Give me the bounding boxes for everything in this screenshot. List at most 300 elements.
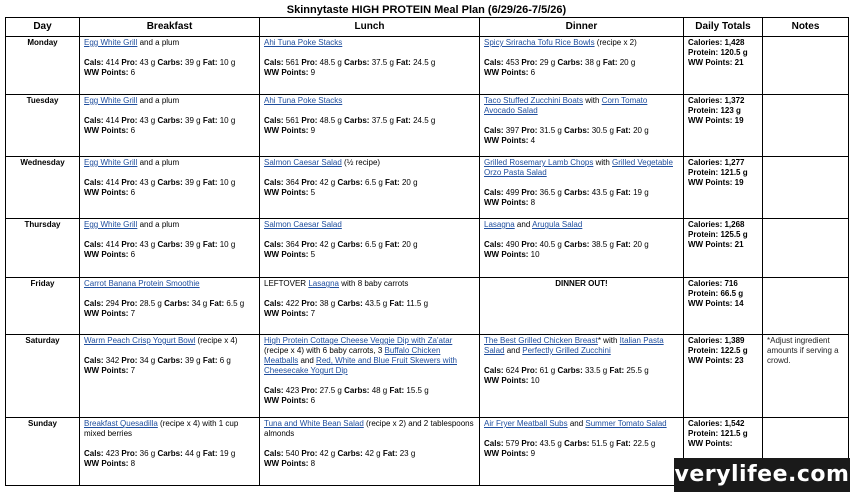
day-cell: Monday bbox=[6, 37, 80, 95]
cals-value: 294 bbox=[105, 299, 120, 308]
meal-description bbox=[484, 220, 679, 230]
spacer bbox=[84, 48, 255, 58]
cals-value: 423 bbox=[285, 386, 300, 395]
carbs-value: 6.5 g bbox=[365, 178, 383, 187]
recipe-link[interactable]: Egg White Grill bbox=[84, 96, 138, 105]
meal-text: and bbox=[298, 356, 317, 365]
day-cell: Friday bbox=[6, 278, 80, 335]
recipe-link[interactable]: Warm Peach Crisp Yogurt Bowl bbox=[84, 336, 196, 345]
total-ww-value: 21 bbox=[734, 58, 744, 67]
notes-cell bbox=[763, 37, 849, 95]
carbs-label: Carbs: bbox=[157, 178, 183, 187]
recipe-link[interactable]: Summer Tomato Salad bbox=[585, 419, 667, 428]
notes-cell bbox=[763, 219, 849, 278]
carbs-label: Carbs: bbox=[564, 439, 590, 448]
day-cell: Tuesday bbox=[6, 95, 80, 157]
pro-value: 38 g bbox=[319, 299, 336, 308]
spacer bbox=[264, 168, 475, 178]
cals-label: Cals: bbox=[84, 356, 104, 365]
cals-value: 561 bbox=[285, 58, 300, 67]
meal-text: LEFTOVER bbox=[264, 279, 309, 288]
carbs-label: Carbs: bbox=[157, 449, 183, 458]
nutrition-stats bbox=[484, 188, 679, 198]
calories-label: Calories: bbox=[688, 38, 723, 47]
daily-totals-cell bbox=[684, 95, 763, 157]
day-cell: Sunday bbox=[6, 418, 80, 486]
calories-label: Calories: bbox=[688, 336, 723, 345]
pro-label: Pro: bbox=[121, 240, 138, 249]
meal-description bbox=[264, 279, 475, 289]
header-day: Day bbox=[6, 18, 80, 37]
ww-label: WW Points: bbox=[264, 126, 309, 135]
meal-description bbox=[484, 336, 679, 356]
calories-label: Calories: bbox=[688, 158, 723, 167]
ww-label: WW Points: bbox=[84, 366, 129, 375]
fat-value: 11.5 g bbox=[406, 299, 429, 308]
ww-value: 6 bbox=[130, 250, 136, 259]
protein-label: Protein: bbox=[688, 48, 719, 57]
calories-label: Calories: bbox=[688, 419, 723, 428]
fat-label: Fat: bbox=[202, 240, 218, 249]
ww-points bbox=[264, 126, 475, 136]
carbs-label: Carbs: bbox=[157, 356, 183, 365]
pro-value: 36 g bbox=[139, 449, 156, 458]
cals-label: Cals: bbox=[264, 299, 284, 308]
fat-value: 10 g bbox=[219, 240, 236, 249]
fat-value: 25.5 g bbox=[626, 366, 649, 375]
fat-value: 20 g bbox=[633, 126, 649, 135]
meal-text: with bbox=[593, 158, 613, 167]
protein-label: Protein: bbox=[688, 289, 719, 298]
carbs-value: 39 g bbox=[185, 58, 201, 67]
nutrition-stats bbox=[264, 58, 475, 68]
total-protein bbox=[688, 48, 758, 58]
total-protein-value: 123 g bbox=[720, 106, 741, 115]
cals-value: 414 bbox=[105, 178, 120, 187]
carbs-label: Carbs: bbox=[157, 58, 183, 67]
spacer bbox=[264, 289, 475, 299]
dinner-cell bbox=[480, 418, 684, 486]
cals-label: Cals: bbox=[484, 188, 504, 197]
meal-description bbox=[84, 279, 255, 289]
carbs-value: 30.5 g bbox=[591, 126, 614, 135]
ww-points bbox=[84, 188, 255, 198]
recipe-link[interactable]: Breakfast Quesadilla bbox=[84, 419, 158, 428]
cals-label: Cals: bbox=[264, 178, 284, 187]
recipe-link[interactable]: Italian Pasta Salad bbox=[484, 336, 664, 355]
ww-label: WW Points: bbox=[264, 188, 309, 197]
pro-label: Pro: bbox=[521, 240, 538, 249]
notes-cell bbox=[763, 95, 849, 157]
fat-label: Fat: bbox=[202, 116, 218, 125]
fat-value: 24.5 g bbox=[413, 58, 436, 67]
breakfast-cell bbox=[80, 219, 260, 278]
recipe-link[interactable]: Grilled Rosemary Lamb Chops bbox=[484, 158, 594, 167]
nutrition-stats bbox=[264, 449, 475, 459]
day-cell: Wednesday bbox=[6, 157, 80, 219]
recipe-link[interactable]: Red, White and Blue Fruit Skewers with Cheesecake Yogurt Dip bbox=[264, 356, 457, 375]
total-ww bbox=[688, 240, 758, 250]
pro-label: Pro: bbox=[521, 188, 538, 197]
header-breakfast: Breakfast bbox=[80, 18, 260, 37]
breakfast-cell bbox=[80, 95, 260, 157]
breakfast-cell bbox=[80, 278, 260, 335]
day-cell: Thursday bbox=[6, 219, 80, 278]
spacer bbox=[264, 48, 475, 58]
pro-label: Pro: bbox=[121, 116, 138, 125]
ww-label: WW Points: bbox=[84, 250, 129, 259]
calories-label: Calories: bbox=[688, 96, 723, 105]
nutrition-stats bbox=[84, 58, 255, 68]
recipe-link[interactable]: Ahi Tuna Poke Stacks bbox=[264, 38, 343, 47]
ww-points bbox=[84, 309, 255, 319]
meal-text: and a plum bbox=[137, 158, 180, 167]
daily-totals-cell bbox=[684, 278, 763, 335]
nutrition-stats bbox=[484, 366, 679, 376]
carbs-value: 39 g bbox=[185, 178, 201, 187]
fat-value: 20 g bbox=[401, 178, 418, 187]
cals-value: 342 bbox=[105, 356, 120, 365]
calories-label: Calories: bbox=[688, 279, 723, 288]
meal-text: (recipe x 2) bbox=[594, 38, 637, 47]
fat-label: Fat: bbox=[202, 58, 218, 67]
carbs-label: Carbs: bbox=[344, 386, 370, 395]
fat-value: 23 g bbox=[399, 449, 416, 458]
carbs-value: 51.5 g bbox=[591, 439, 614, 448]
meal-text: (½ recipe) bbox=[341, 158, 381, 167]
table-row bbox=[6, 219, 849, 278]
ww-label: WW Points: bbox=[264, 396, 309, 405]
cals-label: Cals: bbox=[84, 449, 104, 458]
breakfast-cell bbox=[80, 418, 260, 486]
pro-value: 43 g bbox=[139, 240, 156, 249]
pro-value: 27.5 g bbox=[319, 386, 342, 395]
pro-label: Pro: bbox=[521, 126, 538, 135]
total-calories-value: 1,372 bbox=[724, 96, 745, 105]
ww-value: 6 bbox=[530, 68, 536, 77]
breakfast-cell bbox=[80, 335, 260, 418]
meal-text: and a plum bbox=[137, 38, 180, 47]
lunch-cell bbox=[260, 335, 480, 418]
recipe-link[interactable]: Egg White Grill bbox=[84, 220, 138, 229]
dinner-cell bbox=[480, 95, 684, 157]
lunch-cell bbox=[260, 157, 480, 219]
ww-value: 6 bbox=[310, 396, 316, 405]
nutrition-stats bbox=[84, 116, 255, 126]
notes-cell bbox=[763, 278, 849, 335]
carbs-label: Carbs: bbox=[344, 58, 370, 67]
recipe-link[interactable]: Carrot Banana Protein Smoothie bbox=[84, 279, 200, 288]
cals-label: Cals: bbox=[484, 366, 504, 375]
daily-totals-cell bbox=[684, 37, 763, 95]
pro-label: Pro: bbox=[121, 356, 138, 365]
recipe-link[interactable]: Lasagna bbox=[308, 279, 340, 288]
cals-label: Cals: bbox=[264, 386, 284, 395]
recipe-link[interactable]: Buffalo Chicken Meatballs bbox=[264, 346, 441, 365]
ww-points bbox=[264, 309, 475, 319]
pro-label: Pro: bbox=[521, 439, 538, 448]
total-protein-value: 120.5 g bbox=[720, 48, 748, 57]
meal-description bbox=[84, 220, 255, 230]
fat-value: 15.5 g bbox=[406, 386, 429, 395]
ww-points bbox=[264, 68, 475, 78]
meal-text: with 8 baby carrots bbox=[339, 279, 409, 288]
total-ww bbox=[688, 356, 758, 366]
cals-value: 414 bbox=[105, 240, 120, 249]
recipe-link[interactable]: Air Fryer Meatball Subs bbox=[484, 419, 568, 428]
nutrition-stats bbox=[84, 178, 255, 188]
ww-points bbox=[264, 396, 475, 406]
fat-value: 19 g bbox=[219, 449, 236, 458]
carbs-value: 39 g bbox=[185, 356, 201, 365]
recipe-link[interactable]: Egg White Grill bbox=[84, 158, 138, 167]
fat-label: Fat: bbox=[385, 240, 400, 249]
cals-label: Cals: bbox=[484, 126, 504, 135]
total-protein-value: 121.5 g bbox=[720, 168, 748, 177]
day-cell: Saturday bbox=[6, 335, 80, 418]
ww-label: WW Points: bbox=[484, 68, 529, 77]
spacer bbox=[84, 346, 255, 356]
spacer bbox=[84, 289, 255, 299]
recipe-link[interactable]: Perfectly Grilled Zucchini bbox=[522, 346, 611, 355]
cals-value: 397 bbox=[505, 126, 520, 135]
ww-points bbox=[84, 126, 255, 136]
fat-label: Fat: bbox=[389, 386, 405, 395]
pro-label: Pro: bbox=[301, 240, 318, 249]
ww-value: 6 bbox=[130, 126, 136, 135]
fat-value: 20 g bbox=[401, 240, 418, 249]
ww-label: WW Points: bbox=[688, 178, 733, 187]
total-calories-value: 1,542 bbox=[724, 419, 745, 428]
nutrition-stats bbox=[264, 240, 475, 250]
pro-label: Pro: bbox=[121, 299, 138, 308]
total-ww bbox=[688, 439, 758, 449]
carbs-value: 42 g bbox=[365, 449, 381, 458]
pro-label: Pro: bbox=[121, 178, 138, 187]
total-ww-value: 21 bbox=[734, 240, 744, 249]
cals-value: 624 bbox=[505, 366, 520, 375]
cals-label: Cals: bbox=[264, 449, 284, 458]
nutrition-stats bbox=[84, 299, 255, 309]
ww-value: 8 bbox=[310, 459, 316, 468]
fat-value: 6 g bbox=[219, 356, 231, 365]
pro-value: 43.5 g bbox=[539, 439, 562, 448]
table-row bbox=[6, 37, 849, 95]
carbs-value: 34 g bbox=[191, 299, 208, 308]
dinner-cell bbox=[480, 335, 684, 418]
page-title: Skinnytaste HIGH PROTEIN Meal Plan (6/29/26-7/5/26) bbox=[286, 4, 567, 16]
carbs-value: 37.5 g bbox=[371, 116, 394, 125]
notes-cell bbox=[763, 157, 849, 219]
pro-value: 31.5 g bbox=[539, 126, 562, 135]
carbs-value: 6.5 g bbox=[365, 240, 383, 249]
ww-value: 7 bbox=[130, 366, 136, 375]
total-ww-value: 14 bbox=[734, 299, 744, 308]
ww-value: 5 bbox=[310, 250, 316, 259]
ww-points bbox=[84, 250, 255, 260]
recipe-link[interactable]: The Best Grilled Chicken Breast bbox=[484, 336, 598, 345]
nutrition-stats bbox=[264, 299, 475, 309]
ww-value: 6 bbox=[130, 188, 136, 197]
carbs-label: Carbs: bbox=[157, 240, 183, 249]
ww-value: 9 bbox=[310, 126, 316, 135]
meal-description bbox=[264, 220, 475, 230]
meal-text: (recipe x 4) with 6 baby carrots, 3 bbox=[264, 346, 385, 355]
nutrition-stats bbox=[484, 126, 679, 136]
pro-label: Pro: bbox=[121, 449, 138, 458]
total-protein bbox=[688, 168, 758, 178]
total-protein bbox=[688, 346, 758, 356]
ww-label: WW Points: bbox=[84, 68, 129, 77]
total-calories bbox=[688, 96, 758, 106]
carbs-value: 37.5 g bbox=[371, 58, 394, 67]
carbs-value: 43.5 g bbox=[591, 188, 614, 197]
carbs-label: Carbs: bbox=[157, 116, 183, 125]
ww-label: WW Points: bbox=[484, 449, 529, 458]
cals-value: 414 bbox=[105, 116, 120, 125]
ww-points bbox=[484, 136, 679, 146]
meal-description bbox=[264, 158, 475, 168]
cals-label: Cals: bbox=[484, 439, 504, 448]
ww-label: WW Points: bbox=[84, 459, 129, 468]
table-row bbox=[6, 95, 849, 157]
pro-label: Pro: bbox=[301, 178, 318, 187]
recipe-link[interactable]: Spicy Sriracha Tofu Rice Bowls bbox=[484, 38, 595, 47]
carbs-value: 33.5 g bbox=[585, 366, 608, 375]
ww-points bbox=[484, 449, 679, 459]
ww-points bbox=[264, 250, 475, 260]
header-notes: Notes bbox=[763, 18, 849, 37]
total-protein bbox=[688, 106, 758, 116]
nutrition-stats bbox=[264, 178, 475, 188]
fat-label: Fat: bbox=[396, 116, 411, 125]
ww-label: WW Points: bbox=[264, 250, 309, 259]
ww-value: 8 bbox=[530, 198, 536, 207]
breakfast-cell bbox=[80, 37, 260, 95]
pro-value: 36.5 g bbox=[539, 188, 562, 197]
fat-value: 20 g bbox=[633, 240, 649, 249]
fat-value: 22.5 g bbox=[633, 439, 656, 448]
fat-value: 24.5 g bbox=[413, 116, 436, 125]
pro-value: 28.5 g bbox=[139, 299, 162, 308]
total-calories-value: 716 bbox=[724, 279, 738, 288]
fat-label: Fat: bbox=[382, 449, 398, 458]
ww-points bbox=[84, 459, 255, 469]
cals-value: 364 bbox=[285, 178, 300, 187]
ww-label: WW Points: bbox=[264, 309, 309, 318]
recipe-link[interactable]: Egg White Grill bbox=[84, 38, 138, 47]
spacer bbox=[84, 439, 255, 449]
ww-label: WW Points: bbox=[484, 376, 529, 385]
total-protein-value: 122.5 g bbox=[720, 346, 748, 355]
ww-label: WW Points: bbox=[84, 188, 129, 197]
pro-label: Pro: bbox=[301, 58, 318, 67]
ww-label: WW Points: bbox=[484, 198, 529, 207]
meal-text: * with bbox=[597, 336, 620, 345]
ww-points bbox=[84, 366, 255, 376]
pro-label: Pro: bbox=[521, 366, 538, 375]
carbs-value: 43.5 g bbox=[365, 299, 388, 308]
cals-value: 422 bbox=[285, 299, 300, 308]
ww-points bbox=[484, 250, 679, 260]
notes-cell: *Adjust ingredient amounts if serving a crowd. bbox=[763, 335, 849, 418]
cals-label: Cals: bbox=[484, 58, 504, 67]
recipe-link[interactable]: Corn Tomato Avocado Salad bbox=[484, 96, 648, 115]
ww-label: WW Points: bbox=[264, 68, 309, 77]
recipe-link[interactable]: Tuna and White Bean Salad bbox=[264, 419, 364, 428]
carbs-value: 48 g bbox=[371, 386, 388, 395]
lunch-cell bbox=[260, 37, 480, 95]
spacer bbox=[484, 356, 679, 366]
meal-text: and bbox=[504, 346, 523, 355]
meal-text: and a plum bbox=[137, 96, 180, 105]
fat-value: 10 g bbox=[219, 116, 236, 125]
recipe-link[interactable]: Grilled Vegetable Orzo Pasta Salad bbox=[484, 158, 673, 177]
fat-label: Fat: bbox=[396, 58, 411, 67]
meal-text: (recipe x 4) with 1 cup mixed berries bbox=[84, 419, 239, 438]
fat-label: Fat: bbox=[209, 299, 225, 308]
cals-label: Cals: bbox=[84, 178, 104, 187]
cals-value: 499 bbox=[505, 188, 520, 197]
total-protein bbox=[688, 230, 758, 240]
lunch-cell bbox=[260, 418, 480, 486]
protein-label: Protein: bbox=[688, 106, 719, 115]
recipe-link[interactable]: Arugula Salad bbox=[532, 220, 583, 229]
ww-label: WW Points: bbox=[264, 459, 309, 468]
meal-description bbox=[484, 158, 679, 178]
carbs-value: 44 g bbox=[185, 449, 201, 458]
breakfast-cell bbox=[80, 157, 260, 219]
recipe-link[interactable]: Salmon Caesar Salad bbox=[264, 220, 342, 229]
cals-label: Cals: bbox=[264, 116, 284, 125]
dinner-cell bbox=[480, 157, 684, 219]
total-ww bbox=[688, 299, 758, 309]
fat-label: Fat: bbox=[202, 449, 218, 458]
total-calories bbox=[688, 279, 758, 289]
fat-label: Fat: bbox=[202, 178, 218, 187]
fat-label: Fat: bbox=[616, 126, 631, 135]
carbs-label: Carbs: bbox=[337, 299, 363, 308]
pro-value: 61 g bbox=[539, 366, 556, 375]
total-protein bbox=[688, 289, 758, 299]
recipe-link[interactable]: Salmon Caesar Salad bbox=[264, 158, 342, 167]
recipe-link[interactable]: Taco Stuffed Zucchini Boats bbox=[484, 96, 584, 105]
pro-label: Pro: bbox=[301, 116, 318, 125]
protein-label: Protein: bbox=[688, 168, 719, 177]
dinner-out-cell: DINNER OUT! bbox=[480, 278, 684, 335]
carbs-label: Carbs: bbox=[557, 58, 583, 67]
ww-value: 5 bbox=[310, 188, 316, 197]
ww-value: 4 bbox=[530, 136, 536, 145]
recipe-link[interactable]: High Protein Cottage Cheese Veggie Dip with Za'atar bbox=[264, 336, 453, 345]
ww-value: 10 bbox=[530, 250, 540, 259]
fat-label: Fat: bbox=[385, 178, 400, 187]
pro-value: 42 g bbox=[319, 240, 336, 249]
meal-text: with bbox=[583, 96, 602, 105]
carbs-label: Carbs: bbox=[337, 449, 363, 458]
ww-value: 8 bbox=[130, 459, 136, 468]
meal-description bbox=[84, 96, 255, 106]
daily-totals-cell bbox=[684, 157, 763, 219]
total-calories bbox=[688, 220, 758, 230]
recipe-link[interactable]: Lasagna bbox=[484, 220, 515, 229]
carbs-label: Carbs: bbox=[337, 240, 363, 249]
recipe-link[interactable]: Ahi Tuna Poke Stacks bbox=[264, 96, 343, 105]
meal-description bbox=[484, 419, 679, 429]
protein-label: Protein: bbox=[688, 429, 719, 438]
carbs-label: Carbs: bbox=[164, 299, 190, 308]
total-ww-value: 19 bbox=[734, 116, 744, 125]
